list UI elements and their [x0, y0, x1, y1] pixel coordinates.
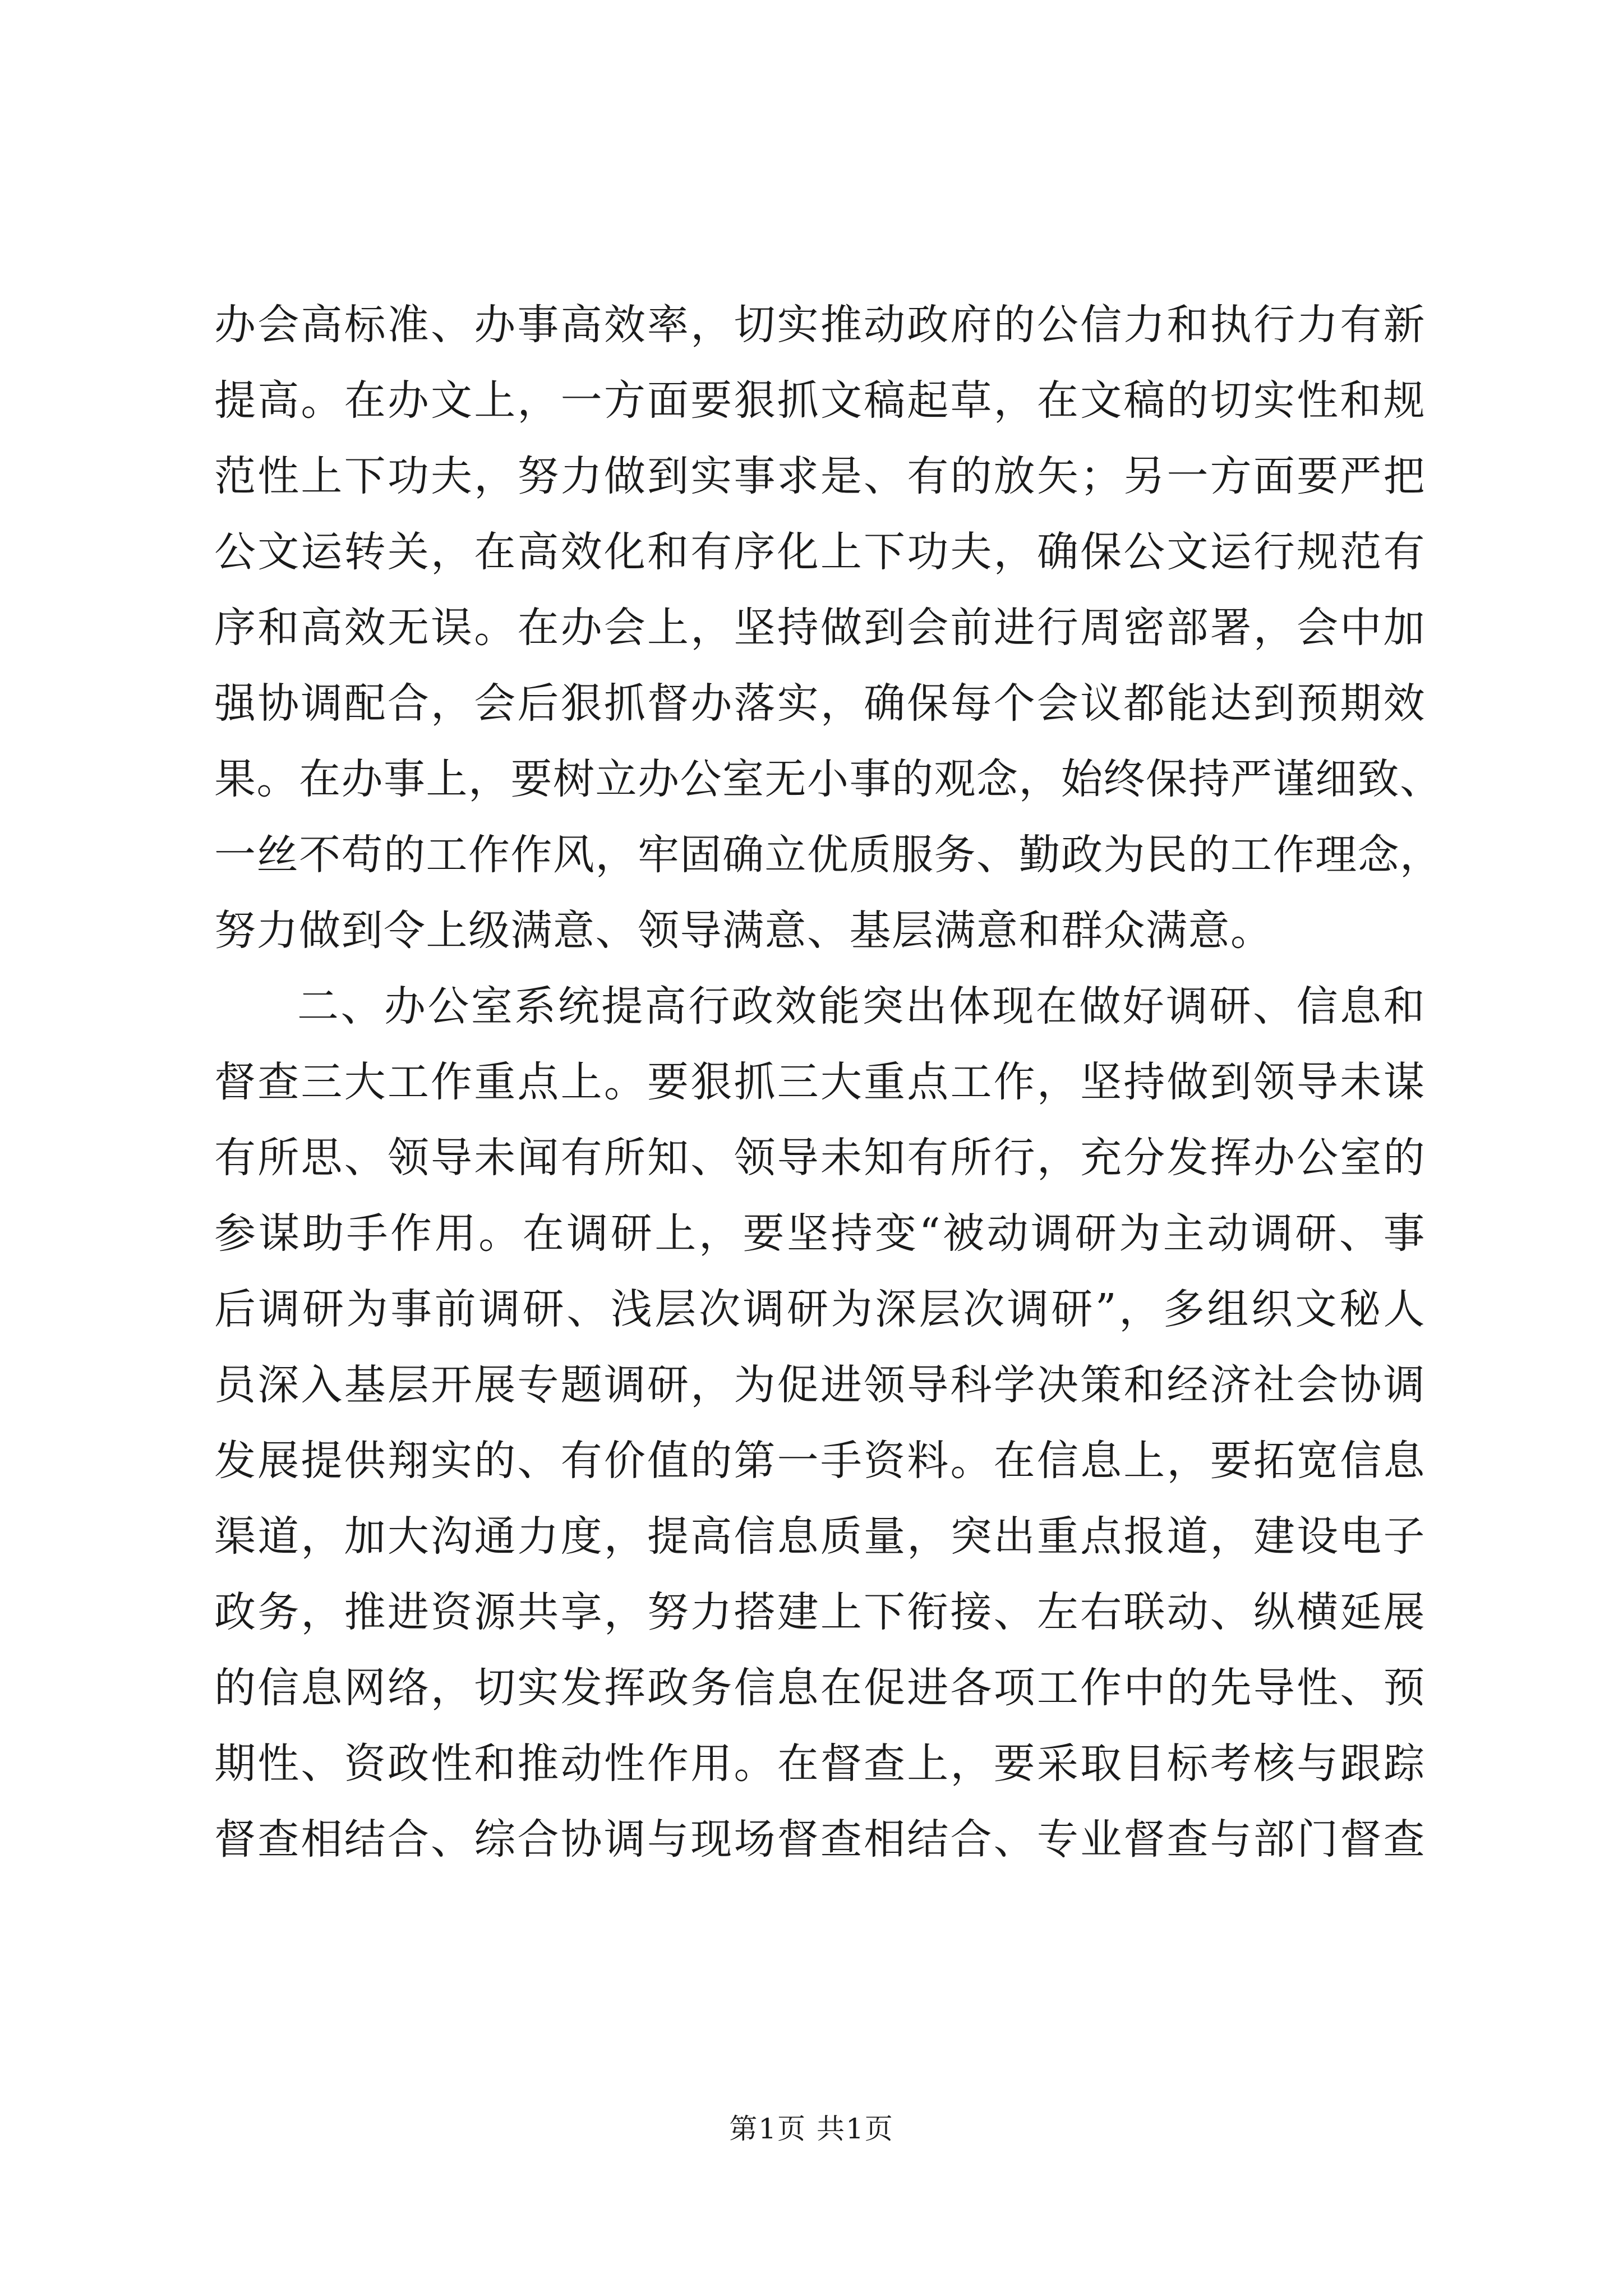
text-line: 督查相结合、综合协调与现场督查相结合、专业督查与部门督查	[214, 1815, 1426, 1864]
page-footer: 第1页 共1页	[729, 2113, 894, 2145]
text-line: 后调研为事前调研、浅层次调研为深层次调研”，多组织文秘人	[214, 1285, 1426, 1333]
text-line: 努力做到令上级满意、领导满意、基层满意和群众满意。	[214, 907, 1273, 955]
text-line: 提高。在办文上，一方面要狠抓文稿起草，在文稿的切实性和规	[214, 376, 1426, 425]
text-line: 督查三大工作重点上。要狠抓三大重点工作，坚持做到领导未谋	[214, 1058, 1426, 1106]
text-line: 期性、资政性和推动性作用。在督查上，要采取目标考核与跟踪	[214, 1740, 1426, 1788]
text-line: 办会高标准、办事高效率，切实推动政府的公信力和执行力有新	[214, 301, 1426, 349]
text-line: 序和高效无误。在办会上，坚持做到会前进行周密部署，会中加	[214, 604, 1426, 652]
text-line: 范性上下功夫，努力做到实事求是、有的放矢；另一方面要严把	[214, 452, 1426, 500]
text-line: 果。在办事上，要树立办公室无小事的观念，始终保持严谨细致、	[214, 755, 1442, 803]
text-line: 一丝不苟的工作作风，牢固确立优质服务、勤政为民的工作理念，	[214, 831, 1442, 879]
text-line: 政务，推进资源共享，努力搭建上下衔接、左右联动、纵横延展	[214, 1588, 1426, 1636]
paragraph-start-line: 二、办公室系统提高行政效能突出体现在做好调研、信息和	[297, 982, 1426, 1030]
document-body	[214, 287, 1442, 1878]
text-line: 发展提供翔实的、有价值的第一手资料。在信息上，要拓宽信息	[214, 1437, 1426, 1485]
text-line: 公文运转关，在高效化和有序化上下功夫，确保公文运行规范有	[214, 528, 1426, 576]
text-line: 强协调配合，会后狠抓督办落实，确保每个会议都能达到预期效	[214, 679, 1426, 728]
text-line: 员深入基层开展专题调研，为促进领导科学决策和经济社会协调	[214, 1361, 1426, 1409]
text-line: 渠道，加大沟通力度，提高信息质量，突出重点报道，建设电子	[214, 1512, 1426, 1561]
text-line: 的信息网络，切实发挥政务信息在促进各项工作中的先导性、预	[214, 1664, 1426, 1712]
text-line: 参谋助手作用。在调研上，要坚持变“被动调研为主动调研、事	[214, 1209, 1426, 1258]
text-line: 有所思、领导未闻有所知、领导未知有所行，充分发挥办公室的	[214, 1134, 1426, 1182]
